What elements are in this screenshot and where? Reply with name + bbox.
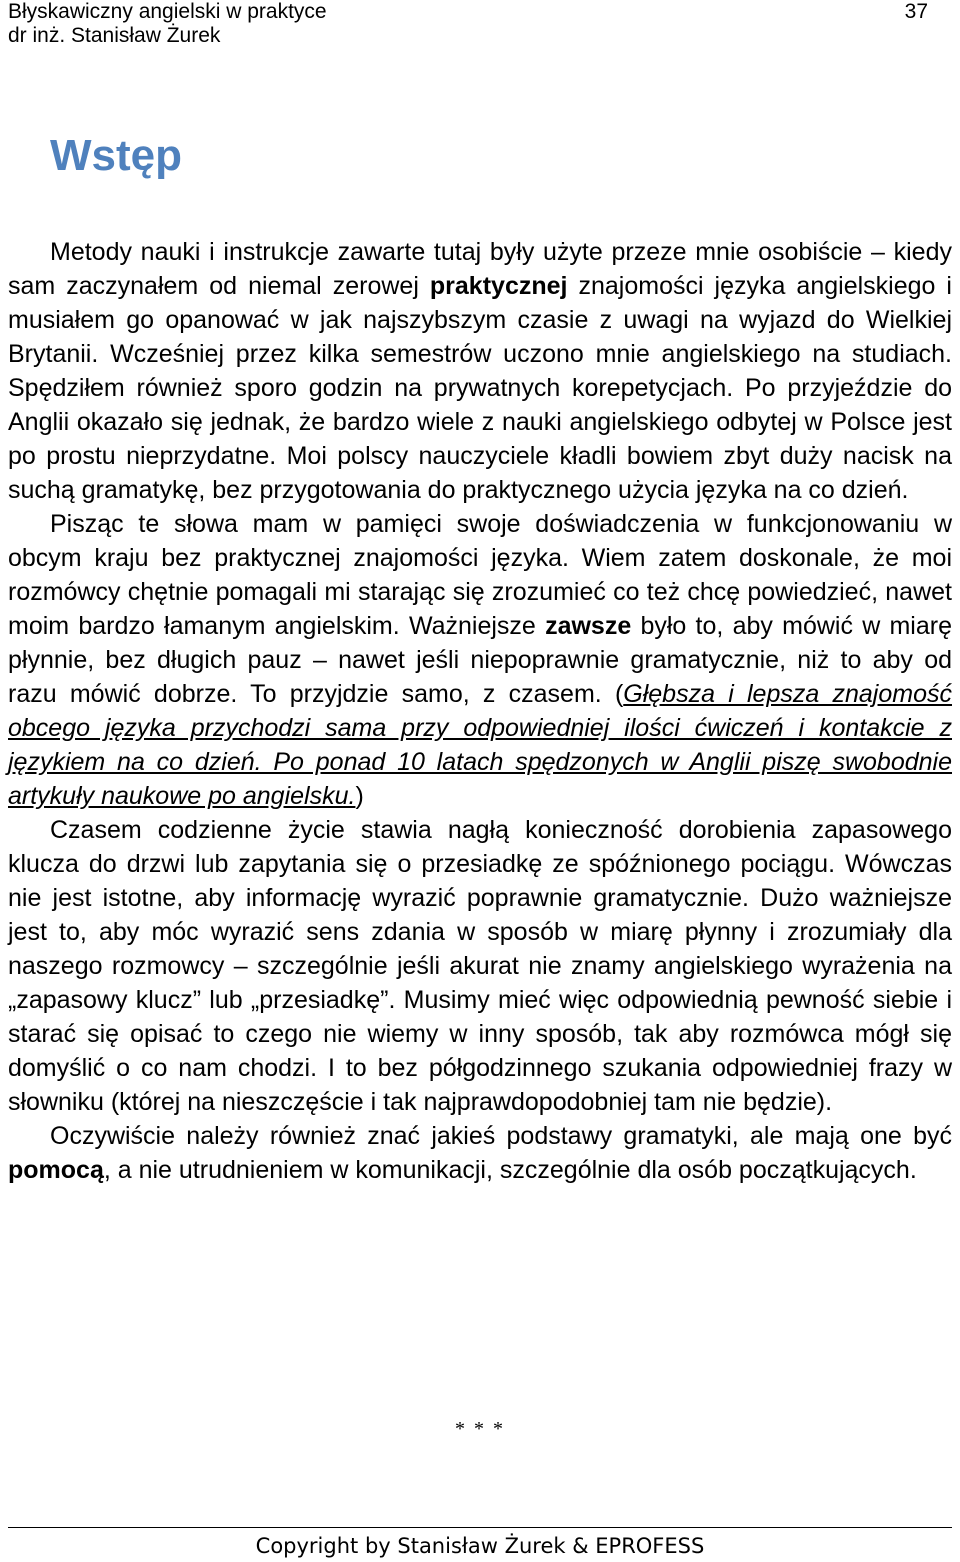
paragraph-1-bold: praktycznej [429,272,568,300]
paragraph-1-text-a: Metody nauki i instrukcje zawarte tutaj były użyte przeze mnie osobiście – kiedy sam zaczynałem od niemal zerowej [8,238,952,300]
paragraph-4-text-a: Oczywiście należy również znać jakieś podstawy gramatyki, ale mają one być [50,1122,952,1150]
book-title: Błyskawiczny angielski w praktyce [8,0,327,23]
author-name: dr inż. Stanisław Żurek [8,24,221,47]
paragraph-2-bold: zawsze [545,612,632,640]
paragraph-1-text-b: znajomości języka angielskiego i musiałem go opanować w jak najszybszym czasie z uwagi na wyjazd do Wielkiej Brytanii. Wcześniej przez kilka semestrów uczono mnie angielskiego na studiach. Spędziłem również sporo godzin na prywatnych korepetycjach. Po przyjeździe do Anglii okazało się jednak, że bardzo wiele z nauki angielskiego odbytej w Polsce jest po prostu nieprzydatne. Moi polscy nauczyciele kładli bowiem zbyt duży nacisk na suchą gramatykę, bez przygotowania do praktycznego użycia języka na co dzień. [8,272,952,504]
running-header [8,0,952,48]
page-number: 37 [904,0,928,23]
chapter-title: Wstęp [50,131,182,180]
section-separator: * * * [455,1418,505,1440]
footer-divider [8,1527,952,1528]
paragraph-1 [8,235,952,507]
paragraph-3: Czasem codzienne życie stawia nagłą konieczność dorobienia zapasowego klucza do drzwi lub zapytania się o przesiadkę ze spóźnionego pociągu. Wówczas nie jest istotne, aby informację wyrazić poprawnie gramatycznie. Dużo ważniejsze jest to, aby móc wyrazić sens zdania w sposób w miarę płynny i zrozumiały dla naszego rozmowcy – szczególnie jeśli akurat nie znamy angielskiego wyrażenia na „zapasowy klucz” lub „przesiadkę”. Musimy mieć więc odpowiednią pewność siebie i starać się opisać to czego nie wiemy w inny sposób, tak aby rozmówca mógł się domyślić o co nam chodzi. I to bez półgodzinnego szukania odpowiedniej frazy w słowniku (której na nieszczęście i tak najprawdopodobniej tam nie będzie). [8,816,952,1116]
paragraph-2-text-c: ) [355,782,364,810]
paragraph-4-text-b: , a nie utrudnieniem w komunikacji, szczególnie dla osób początkujących. [103,1156,917,1184]
copyright-footer: Copyright by Stanisław Żurek & EPROFESS [255,1534,705,1558]
chapter-body [8,235,952,1187]
paragraph-2 [8,507,952,813]
paragraph-4 [8,1119,952,1187]
paragraph-4-bold: pomocą [8,1156,104,1184]
header-row [8,0,952,24]
paragraph-2-text-b: było to, aby mówić w miarę płynnie, bez długich pauz – nawet jeśli niepoprawnie gramatycznie, niż to aby od razu mówić dobrze. To przyjdzie samo, z czasem. ( [8,612,952,708]
paragraph-2-text-a: Pisząc te słowa mam w pamięci swoje doświadczenia w funkcjonowaniu w obcym kraju bez praktycznej znajomości języka. Wiem zatem doskonale, że moi rozmówcy chętnie pomagali mi starając się zrozumieć co też chcę powiedzieć, nawet moim bardzo łamanym angielskim. Ważniejsze [8,510,952,640]
paragraph-2-italic: Głębsza i lepsza znajomość obcego języka przychodzi sama przy odpowiedniej ilości ćwiczeń i kontakcie z językiem na co dzień. Po ponad 10 latach spędzonych w Anglii piszę swobodnie artykuły naukowe po angielsku. [8,680,952,810]
